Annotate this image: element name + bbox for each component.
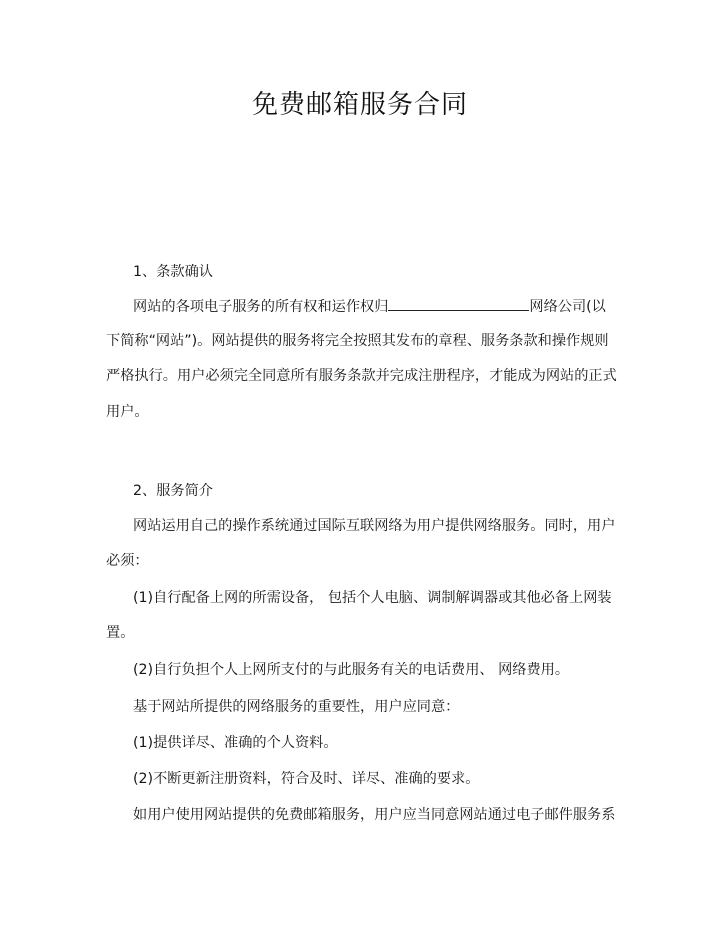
document-title: 免费邮箱服务合同 — [251, 90, 468, 120]
company-name-blank — [388, 296, 529, 311]
section-1-line-3: 严格执行。用户必须完全同意所有服务条款并完成注册程序，才能成为网站的正式 — [106, 368, 617, 384]
section-2-item-3: (1)提供详尽、准确的个人资料。 — [133, 735, 338, 751]
section-1-line-4: 用户。 — [106, 404, 149, 420]
section-1-line-2: 下简称“网站”)。网站提供的服务将完全按照其发布的章程、服务条款和操作规则 — [106, 333, 609, 349]
section-1-heading: 1、条款确认 — [133, 264, 213, 280]
section-1-line-1-after-blank: 网络公司(以 — [529, 299, 606, 315]
section-2-item-4: (2)不断更新注册资料，符合及时、详尽、准确的要求。 — [133, 771, 480, 787]
section-1-line-1-before-blank: 网站的各项电子服务的所有权和运作权归 — [133, 299, 389, 315]
section-2-item-1-line-2: 置。 — [106, 625, 135, 641]
section-2-heading: 2、服务简介 — [133, 483, 213, 499]
section-2-para-3: 如用户使用网站提供的免费邮箱服务，用户应当同意网站通过电子邮件服务系 — [133, 807, 616, 823]
section-2-item-2: (2)自行负担个人上网所支付的与此服务有关的电话费用、 网络费用。 — [133, 662, 570, 678]
section-1-line-1 — [133, 296, 606, 317]
section-2-para-1-line-2: 必须： — [106, 553, 149, 569]
section-2-para-2: 基于网站所提供的网络服务的重要性，用户应同意： — [133, 699, 460, 715]
section-2-item-1-line-1: (1)自行配备上网的所需设备， 包括个人电脑、调制解调器或其他必备上网装 — [133, 590, 612, 606]
section-2-para-1-line-1: 网站运用自己的操作系统通过国际互联网络为用户提供网络服务。同时，用户 — [133, 518, 616, 534]
